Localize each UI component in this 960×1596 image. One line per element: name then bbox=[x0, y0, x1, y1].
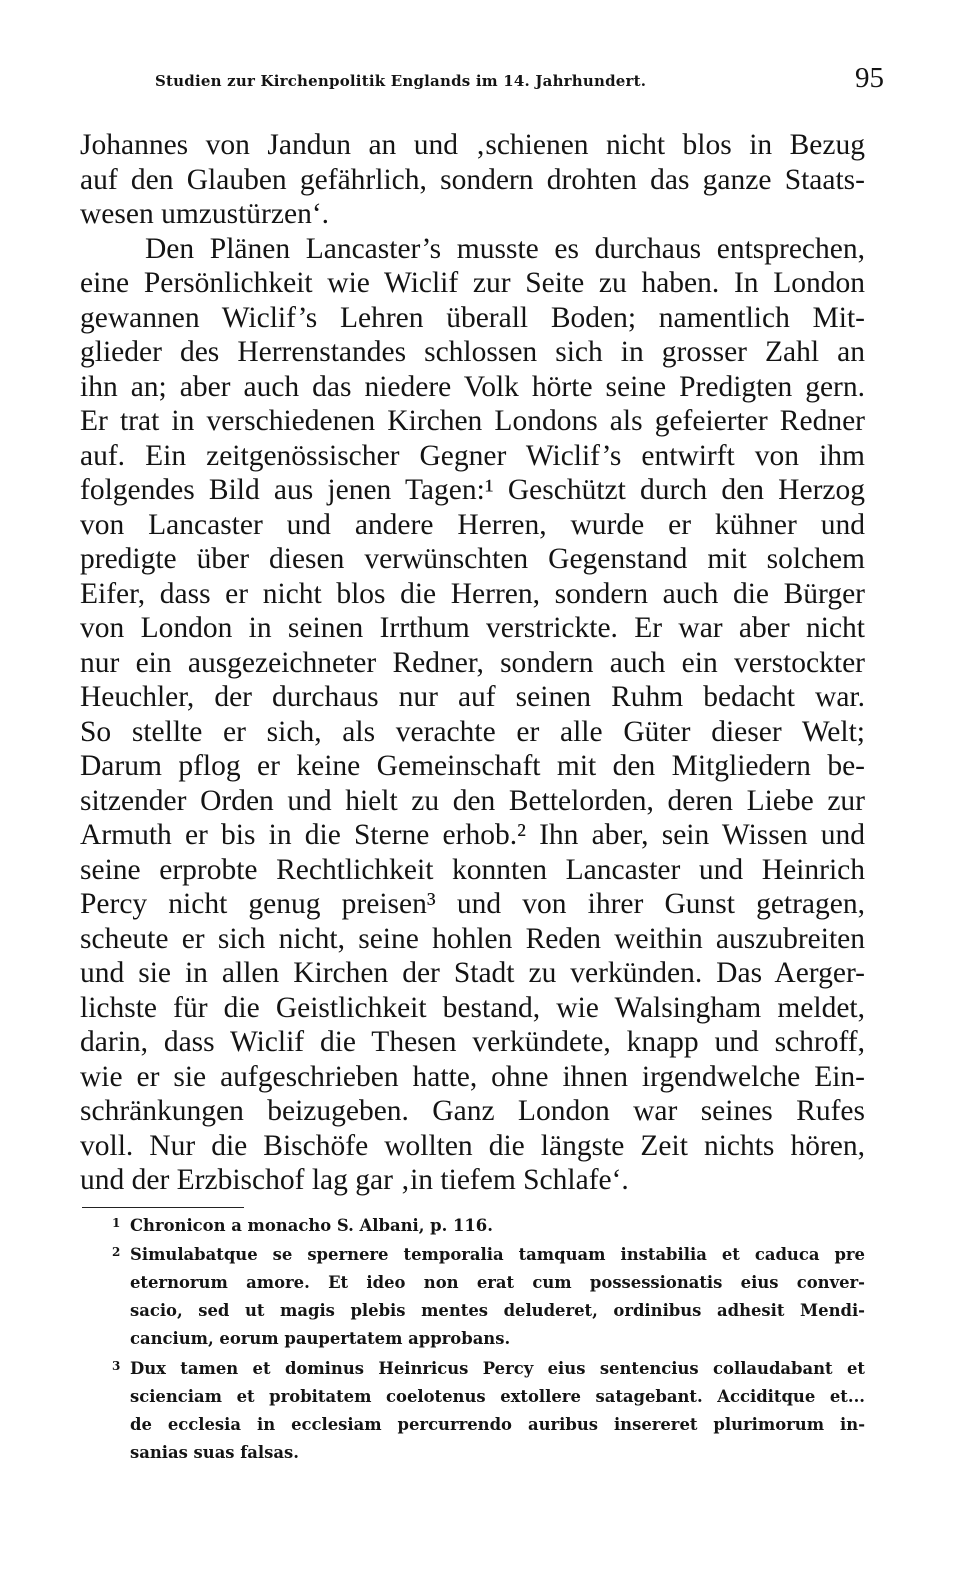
text-line: predigte über diesen verwünschten Gegenstand mit solchem bbox=[80, 543, 865, 575]
text-line: eine Persönlichkeit wie Wiclif zur Seite zu haben. In London bbox=[80, 267, 865, 299]
text-line: und der Erzbischof lag gar ‚in tiefem Schlafe‘. bbox=[80, 1164, 629, 1196]
footnote-marker: 1 bbox=[112, 1216, 121, 1230]
footnote-line: Simulabatque se spernere temporalia tamquam instabilia et caduca pre bbox=[130, 1245, 865, 1264]
page-number: 95 bbox=[855, 62, 884, 94]
text-line: auf. Ein zeitgenössischer Gegner Wiclif’s entwirft von ihm bbox=[80, 439, 865, 472]
footnote-line: Dux tamen et dominus Heinricus Percy eius sentencius collaudabant et bbox=[130, 1359, 865, 1378]
footnote-line: sanias suas falsas. bbox=[130, 1443, 299, 1462]
text-line: Darum pflog er keine Gemeinschaft mit den Mitgliedern be- bbox=[80, 750, 865, 782]
footnote-divider bbox=[82, 1207, 244, 1208]
text-line: glieder des Herrenstandes schlossen sich in grosser Zahl an bbox=[80, 336, 865, 368]
text-line: nur ein ausgezeichneter Redner, sondern auch ein verstockter bbox=[80, 646, 865, 679]
footnote-line: eternorum amore. Et ideo non erat cum possessionatis eius conver- bbox=[130, 1273, 865, 1292]
text-line: Eifer, dass er nicht blos die Herren, sondern auch die Bürger bbox=[80, 577, 865, 610]
text-line: von London in seinen Irrthum verstrickte. Er war aber nicht bbox=[80, 612, 865, 644]
text-line: seine erprobte Rechtlichkeit konnten Lancaster und Heinrich bbox=[80, 853, 865, 886]
text-line: So stellte er sich, als verachte er alle Güter dieser Welt; bbox=[80, 715, 865, 748]
text-line: wesen umzustürzen‘. bbox=[80, 198, 330, 230]
text-line: scheute er sich nicht, seine hohlen Reden weithin auszubreiten bbox=[80, 922, 865, 955]
footnote-line: sacio, sed ut magis plebis mentes deluderet, ordinibus adhesit Mendi- bbox=[130, 1301, 865, 1320]
text-line: voll. Nur die Bischöfe wollten die längste Zeit nichts hören, bbox=[80, 1129, 865, 1162]
text-line: schränkungen beizugeben. Ganz London war seines Rufes bbox=[80, 1095, 865, 1127]
text-line: und sie in allen Kirchen der Stadt zu verkünden. Das Aerger- bbox=[80, 957, 865, 989]
footnote-line: scienciam et probitatem coelotenus extollere satagebant. Acciditque et... bbox=[130, 1387, 865, 1406]
text-line: ihn an; aber auch das niedere Volk hörte seine Predigten gern. bbox=[80, 370, 865, 403]
text-line: Armuth er bis in die Sterne erhob.² Ihn aber, sein Wissen und bbox=[80, 819, 865, 851]
text-line: lichste für die Geistlichkeit bestand, wie Walsingham meldet, bbox=[80, 991, 865, 1024]
footnote-marker: 2 bbox=[112, 1245, 121, 1259]
text-line: Heuchler, der durchaus nur auf seinen Ruhm bedacht war. bbox=[80, 681, 865, 713]
text-line: Den Plänen Lancaster’s musste es durchaus entsprechen, bbox=[145, 232, 865, 265]
footnote-line: cancium, eorum paupertatem approbans. bbox=[130, 1329, 511, 1348]
footnote-line: de ecclesia in ecclesiam percurrendo auribus insereret plurimorum in- bbox=[130, 1415, 865, 1434]
text-line: Percy nicht genug preisen³ und von ihrer Gunst getragen, bbox=[80, 888, 865, 920]
text-line: darin, dass Wiclif die Thesen verkündete, knapp und schroff, bbox=[80, 1026, 865, 1058]
text-line: Er trat in verschiedenen Kirchen Londons als gefeierter Redner bbox=[80, 405, 865, 437]
text-line: sitzender Orden und hielt zu den Bettelorden, deren Liebe zur bbox=[80, 784, 865, 817]
text-line: wie er sie aufgeschrieben hatte, ohne ihnen irgendwelche Ein- bbox=[80, 1060, 865, 1093]
footnote-line: Chronicon a monacho S. Albani, p. 116. bbox=[130, 1216, 493, 1235]
text-line: Johannes von Jandun an und ‚schienen nicht blos in Bezug bbox=[80, 129, 865, 161]
text-line: von Lancaster und andere Herren, wurde er kühner und bbox=[80, 508, 865, 541]
text-line: gewannen Wiclif’s Lehren überall Boden; namentlich Mit- bbox=[80, 301, 865, 334]
text-line: folgendes Bild aus jenen Tagen:¹ Geschützt durch den Herzog bbox=[80, 474, 865, 506]
running-title: Studien zur Kirchenpolitik Englands im 14. Jahrhundert. bbox=[155, 72, 647, 90]
text-line: auf den Glauben gefährlich, sondern drohten das ganze Staats- bbox=[80, 163, 865, 196]
footnote-marker: 3 bbox=[112, 1359, 121, 1373]
